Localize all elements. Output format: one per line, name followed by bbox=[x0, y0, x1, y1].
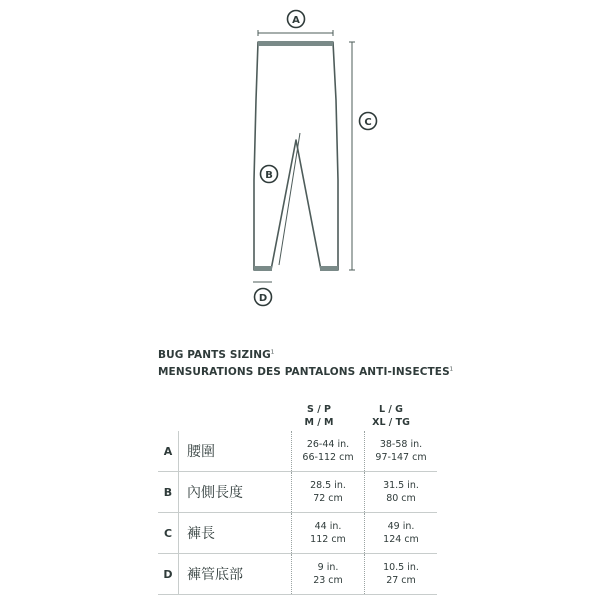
column-header-line: XL / TG bbox=[372, 417, 410, 428]
waistband bbox=[258, 41, 333, 46]
value-cm: 27 cm bbox=[386, 575, 416, 586]
value-cm: 97-147 cm bbox=[375, 452, 427, 463]
value-cm: 23 cm bbox=[313, 575, 343, 586]
row-letter: D bbox=[158, 554, 179, 595]
marker-d bbox=[255, 289, 272, 306]
heading-english-text: BUG PANTS SIZING bbox=[158, 349, 271, 361]
column-header-small-medium bbox=[284, 403, 354, 429]
value-inches: 26-44 in. bbox=[306, 439, 350, 450]
svg-text:D: D bbox=[258, 293, 268, 304]
value-inches: 31.5 in. bbox=[383, 480, 419, 491]
value-large-xl bbox=[365, 554, 438, 595]
row-measurement-name: 褲長 bbox=[179, 513, 292, 554]
value-inches: 10.5 in. bbox=[383, 562, 419, 573]
column-header-line: S / P bbox=[307, 404, 331, 415]
marker-b bbox=[261, 166, 278, 183]
footnote-mark: 1 bbox=[449, 366, 454, 373]
value-cm: 80 cm bbox=[386, 493, 416, 504]
marker-a bbox=[288, 11, 305, 28]
table-row bbox=[158, 472, 437, 513]
value-cm: 112 cm bbox=[310, 534, 346, 545]
value-cm: 124 cm bbox=[383, 534, 419, 545]
row-letter: C bbox=[158, 513, 179, 554]
value-inches: 44 in. bbox=[314, 521, 342, 532]
marker-c bbox=[360, 113, 377, 130]
column-header-line: L / G bbox=[379, 404, 403, 415]
value-inches: 28.5 in. bbox=[310, 480, 346, 491]
row-measurement-name: 內側長度 bbox=[179, 472, 292, 513]
row-measurement-name: 褲管底部 bbox=[179, 554, 292, 595]
svg-text:C: C bbox=[364, 117, 372, 128]
value-large-xl bbox=[365, 513, 438, 554]
column-header-large-xl bbox=[356, 403, 426, 429]
heading-english bbox=[158, 349, 274, 361]
column-header-line: M / M bbox=[304, 417, 334, 428]
value-inches: 38-58 in. bbox=[379, 439, 423, 450]
left-cuff bbox=[254, 266, 272, 271]
footnote-mark: 1 bbox=[270, 349, 275, 356]
value-small-medium bbox=[292, 472, 365, 513]
value-cm: 72 cm bbox=[313, 493, 343, 504]
value-inches: 49 in. bbox=[387, 521, 415, 532]
value-cm: 66-112 cm bbox=[302, 452, 354, 463]
svg-text:A: A bbox=[292, 15, 300, 26]
value-small-medium bbox=[292, 513, 365, 554]
value-large-xl bbox=[365, 472, 438, 513]
value-small-medium bbox=[292, 554, 365, 595]
right-cuff bbox=[320, 266, 338, 271]
row-letter: B bbox=[158, 472, 179, 513]
value-inches: 9 in. bbox=[317, 562, 339, 573]
heading-french-text: MENSURATIONS DES PANTALONS ANTI-INSECTES bbox=[158, 366, 450, 378]
table-row bbox=[158, 513, 437, 554]
sizing-table bbox=[158, 431, 437, 595]
table-row bbox=[158, 554, 437, 595]
heading-french bbox=[158, 366, 453, 378]
value-small-medium bbox=[292, 431, 365, 472]
value-large-xl bbox=[365, 431, 438, 472]
measure-b-line bbox=[279, 133, 300, 265]
row-measurement-name: 腰圍 bbox=[187, 444, 215, 460]
svg-text:B: B bbox=[265, 170, 273, 181]
table-row bbox=[158, 431, 437, 472]
row-letter: A bbox=[158, 431, 179, 472]
